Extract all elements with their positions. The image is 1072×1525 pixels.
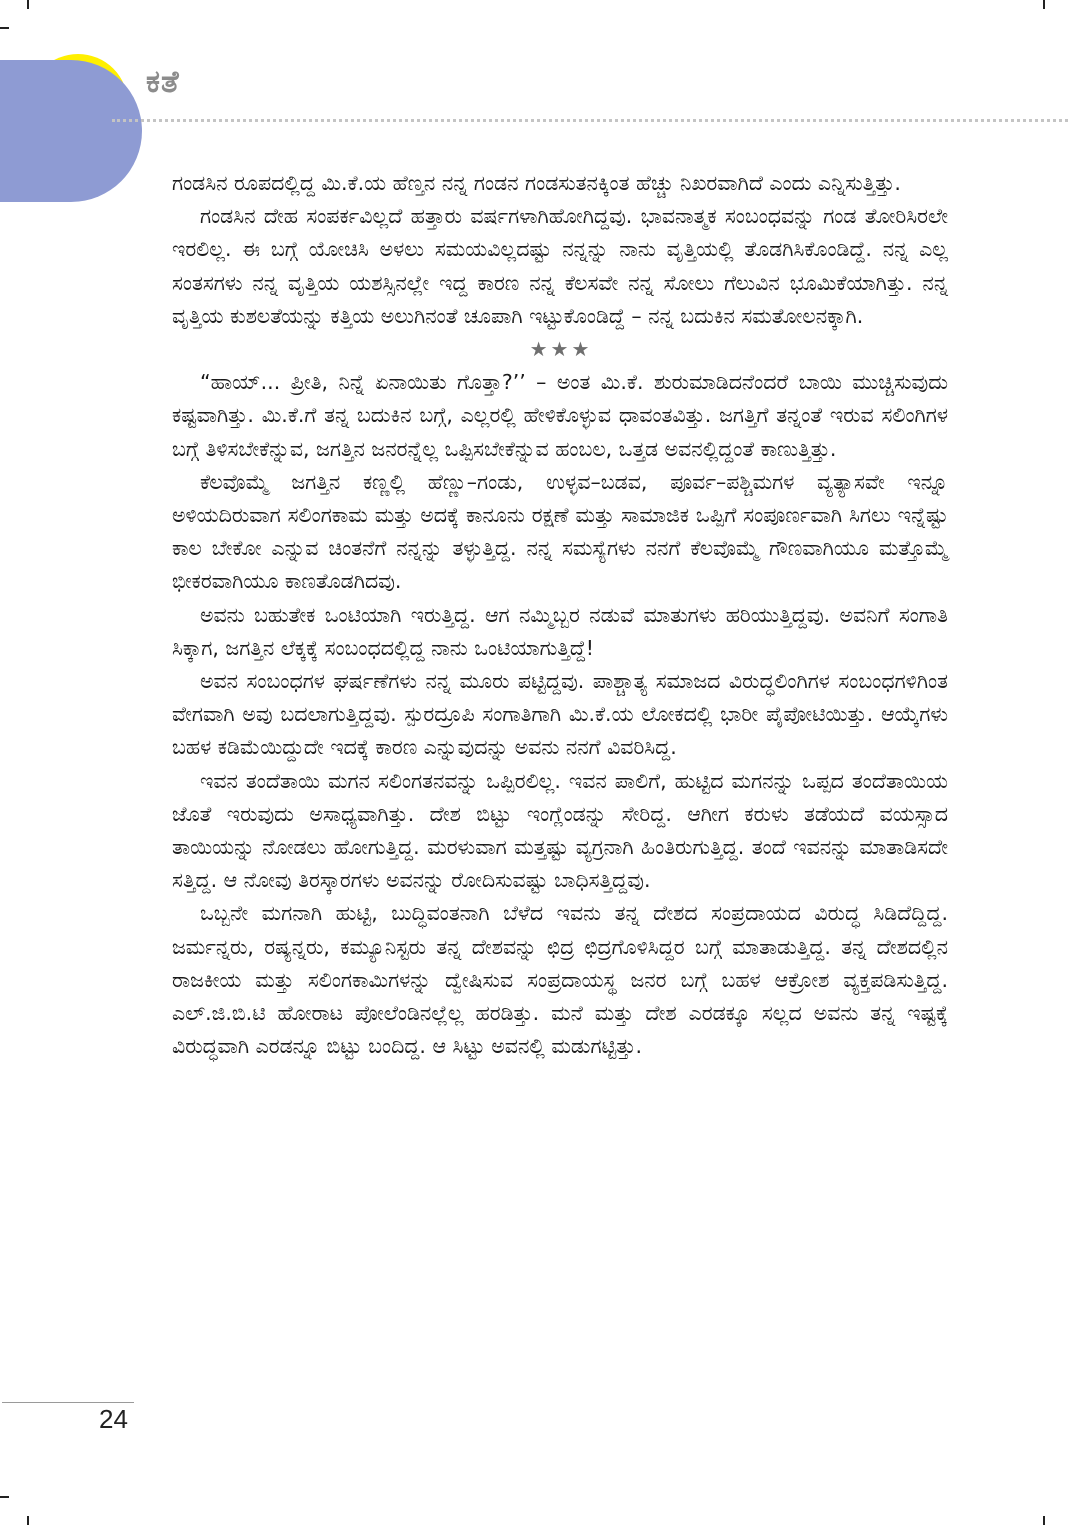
paragraph: ಗಂಡಸಿನ ರೂಪದಲ್ಲಿದ್ದ ಮಿ.ಕೆ.ಯ ಹೆಣ್ತನ ನನ್ನ ಗಂಡನ ಗಂಡಸುತನಕ್ಕಿಂತ ಹೆಚ್ಚು ನಿಖರವಾಗಿದೆ ಎಂದು ಎನ್ನಿಸುತ್ತಿತ್ತು. [172, 171, 901, 195]
body-text [172, 167, 948, 1063]
crop-mark [27, 1516, 29, 1525]
section-label: ಕತೆ [146, 64, 180, 100]
paragraph: ಅವನು ಬಹುತೇಕ ಒಂಟಿಯಾಗಿ ಇರುತ್ತಿದ್ದ. ಆಗ ನಮ್ಮಿಬ್ಬರ ನಡುವೆ ಮಾತುಗಳು ಹರಿಯುತ್ತಿದ್ದವು. ಅವನಿಗೆ ಸಂಗಾತಿ ಸಿಕ್ಕಾಗ, ಜಗತ್ತಿನ ಲೆಕ್ಕಕ್ಕೆ ಸಂಬಂಧದಲ್ಲಿದ್ದ ನಾನು ಒಂಟಿಯಾಗುತ್ತಿದ್ದೆ! [172, 602, 948, 660]
paragraph: ಇವನ ತಂದೆತಾಯಿ ಮಗನ ಸಲಿಂಗತನವನ್ನು ಒಪ್ಪಿರಲಿಲ್ಲ. ಇವನ ಪಾಲಿಗೆ, ಹುಟ್ಟಿದ ಮಗನನ್ನು ಒಪ್ಪದ ತಂದೆತಾಯಿಯ ಜೊತೆ ಇರುವುದು ಅಸಾಧ್ಯವಾಗಿತ್ತು. ದೇಶ ಬಿಟ್ಟು ಇಂಗ್ಲೆಂಡನ್ನು ಸೇರಿದ್ದ. ಆಗೀಗ ಕರುಳು ತಡೆಯದೆ ವಯಸ್ಸಾದ ತಾಯಿಯನ್ನು ನೋಡಲು ಹೋಗುತ್ತಿದ್ದ. ಮರಳುವಾಗ ಮತ್ತಷ್ಟು ವ್ಯಗ್ರನಾಗಿ ಹಿಂತಿರುಗುತ್ತಿದ್ದ. ತಂದೆ ಇವನನ್ನು ಮಾತಾಡಿಸದೇ ಸತ್ತಿದ್ದ. ಆ ನೋವು ತಿರಸ್ಕಾರಗಳು ಅವನನ್ನು ರೋದಿಸುವಷ್ಟು ಬಾಧಿಸತ್ತಿದ್ದವು. [172, 768, 948, 893]
paragraph: ಅವನ ಸಂಬಂಧಗಳ ಘರ್ಷಣೆಗಳು ನನ್ನ ಮೂರು ಪಟ್ಟಿದ್ದವು. ಪಾಶ್ಚಾತ್ಯ ಸಮಾಜದ ವಿರುದ್ಧಲಿಂಗಿಗಳ ಸಂಬಂಧಗಳಿಗಿಂತ ವೇಗವಾಗಿ ಅವು ಬದಲಾಗುತ್ತಿದ್ದವು. ಸ್ಪುರದ್ರೂಪಿ ಸಂಗಾತಿಗಾಗಿ ಮಿ.ಕೆ.ಯ ಲೋಕದಲ್ಲಿ ಭಾರೀ ಪೈಪೋಟಿಯಿತ್ತು. ಆಯ್ಕೆಗಳು ಬಹಳ ಕಡಿಮೆಯಿದ್ದುದೇ ಇದಕ್ಕೆ ಕಾರಣ ಎನ್ನುವುದನ್ನು ಅವನು ನನಗೆ ವಿವರಿಸಿದ್ದ. [172, 669, 948, 760]
crop-mark [0, 1496, 9, 1498]
crop-mark [1043, 0, 1045, 9]
decorative-blue-semicircle [0, 60, 142, 202]
footer-rule [2, 1402, 134, 1403]
crop-mark [27, 0, 29, 9]
section-break-stars: ★★★ [529, 337, 593, 362]
crop-mark [1043, 1516, 1045, 1525]
paragraph: ಗಂಡಸಿನ ದೇಹ ಸಂಪರ್ಕವಿಲ್ಲದೆ ಹತ್ತಾರು ವರ್ಷಗಳಾಗಿಹೋಗಿದ್ದವು. ಭಾವನಾತ್ಮಕ ಸಂಬಂಧವನ್ನು ಗಂಡ ತೋರಿಸಿರಲೇ ಇರಲಿಲ್ಲ. ಈ ಬಗ್ಗೆ ಯೋಚಿಸಿ ಅಳಲು ಸಮಯವಿಲ್ಲದಷ್ಟು ನನ್ನನ್ನು ನಾನು ವೃತ್ತಿಯಲ್ಲಿ ತೊಡಗಿಸಿಕೊಂಡಿದ್ದೆ. ನನ್ನ ಎಲ್ಲ ಸಂತಸಗಳು ನನ್ನ ವೃತ್ತಿಯ ಯಶಸ್ಸಿನಲ್ಲೇ ಇದ್ದ ಕಾರಣ ನನ್ನ ಕೆಲಸವೇ ನನ್ನ ಸೋಲು ಗೆಲುವಿನ ಭೂಮಿಕೆಯಾಗಿತ್ತು. ನನ್ನ ವೃತ್ತಿಯ ಕುಶಲತೆಯನ್ನು ಕತ್ತಿಯ ಅಲುಗಿನಂತೆ ಚೂಪಾಗಿ ಇಟ್ಟುಕೊಂಡಿದ್ದೆ – ನನ್ನ ಬದುಕಿನ ಸಮತೋಲನಕ್ಕಾಗಿ. [172, 204, 948, 328]
crop-mark [0, 27, 9, 29]
paragraph: ಒಬ್ಬನೇ ಮಗನಾಗಿ ಹುಟ್ಟಿ, ಬುದ್ಧಿವಂತನಾಗಿ ಬೆಳೆದ ಇವನು ತನ್ನ ದೇಶದ ಸಂಪ್ರದಾಯದ ವಿರುದ್ಧ ಸಿಡಿದೆದ್ದಿದ್ದ. ಜರ್ಮನ್ನರು, ರಷ್ಯನ್ನರು, ಕಮ್ಯೂನಿಸ್ಟರು ತನ್ನ ದೇಶವನ್ನು ಛಿದ್ರ ಛಿದ್ರಗೊಳಿಸಿದ್ದರ ಬಗ್ಗೆ ಮಾತಾಡುತ್ತಿದ್ದ. ತನ್ನ ದೇಶದಲ್ಲಿನ ರಾಜಕೀಯ ಮತ್ತು ಸಲಿಂಗಕಾಮಿಗಳನ್ನು ದ್ವೇಷಿಸುವ ಸಂಪ್ರದಾಯಸ್ಥ ಜನರ ಬಗ್ಗೆ ಬಹಳ ಆಕ್ರೋಶ ವ್ಯಕ್ತಪಡಿಸುತ್ತಿದ್ದ. ಎಲ್.ಜಿ.ಬಿ.ಟಿ ಹೋರಾಟ ಪೋಲೆಂಡಿನಲ್ಲೆಲ್ಲ ಹರಡಿತ್ತು. ಮನೆ ಮತ್ತು ದೇಶ ಎರಡಕ್ಕೂ ಸಲ್ಲದ ಅವನು ತನ್ನ ಇಷ್ಟಕ್ಕೆ ವಿರುದ್ಧವಾಗಿ ಎರಡನ್ನೂ ಬಿಟ್ಟು ಬಂದಿದ್ದ. ಆ ಸಿಟ್ಟು ಅವನಲ್ಲಿ ಮಡುಗಟ್ಟಿತ್ತು. [172, 901, 948, 1059]
paragraph: “ಹಾಯ್... ಪ್ರೀತಿ, ನಿನ್ನೆ ಏನಾಯಿತು ಗೊತ್ತಾ?’’ – ಅಂತ ಮಿ.ಕೆ. ಶುರುಮಾಡಿದನೆಂದರೆ ಬಾಯಿ ಮುಚ್ಚಿಸುವುದು ಕಷ್ಟವಾಗಿತ್ತು. ಮಿ.ಕೆ.ಗೆ ತನ್ನ ಬದುಕಿನ ಬಗ್ಗೆ, ಎಲ್ಲರಲ್ಲಿ ಹೇಳಿಕೊಳ್ಳುವ ಧಾವಂತವಿತ್ತು. ಜಗತ್ತಿಗೆ ತನ್ನಂತೆ ಇರುವ ಸಲಿಂಗಿಗಳ ಬಗ್ಗೆ ತಿಳಿಸಬೇಕೆನ್ನುವ, ಜಗತ್ತಿನ ಜನರನ್ನೆಲ್ಲ ಒಪ್ಪಿಸಬೇಕೆನ್ನುವ ಹಂಬಲ, ಒತ್ತಡ ಅವನಲ್ಲಿದ್ದಂತೆ ಕಾಣುತ್ತಿತ್ತು. [172, 370, 948, 461]
header-dotted-rule [112, 119, 1068, 122]
page-number: 24 [99, 1404, 128, 1434]
paragraph: ಕೆಲವೊಮ್ಮೆ ಜಗತ್ತಿನ ಕಣ್ಣಲ್ಲಿ ಹೆಣ್ಣು–ಗಂಡು, ಉಳ್ಳವ–ಬಡವ, ಪೂರ್ವ–ಪಶ್ಚಿಮಗಳ ವ್ಯತ್ಯಾಸವೇ ಇನ್ನೂ ಅಳಿಯದಿರುವಾಗ ಸಲಿಂಗಕಾಮ ಮತ್ತು ಅದಕ್ಕೆ ಕಾನೂನು ರಕ್ಷಣೆ ಮತ್ತು ಸಾಮಾಜಿಕ ಒಪ್ಪಿಗೆ ಸಂಪೂರ್ಣವಾಗಿ ಸಿಗಲು ಇನ್ನೆಷ್ಟು ಕಾಲ ಬೇಕೋ ಎನ್ನುವ ಚಿಂತನೆಗೆ ನನ್ನನ್ನು ತಳ್ಳುತ್ತಿದ್ದ. ನನ್ನ ಸಮಸ್ಯೆಗಳು ನನಗೆ ಕೆಲವೊಮ್ಮೆ ಗೌಣವಾಗಿಯೂ ಮತ್ತೊಮ್ಮೆ ಭೀಕರವಾಗಿಯೂ ಕಾಣತೊಡಗಿದವು. [172, 469, 948, 594]
